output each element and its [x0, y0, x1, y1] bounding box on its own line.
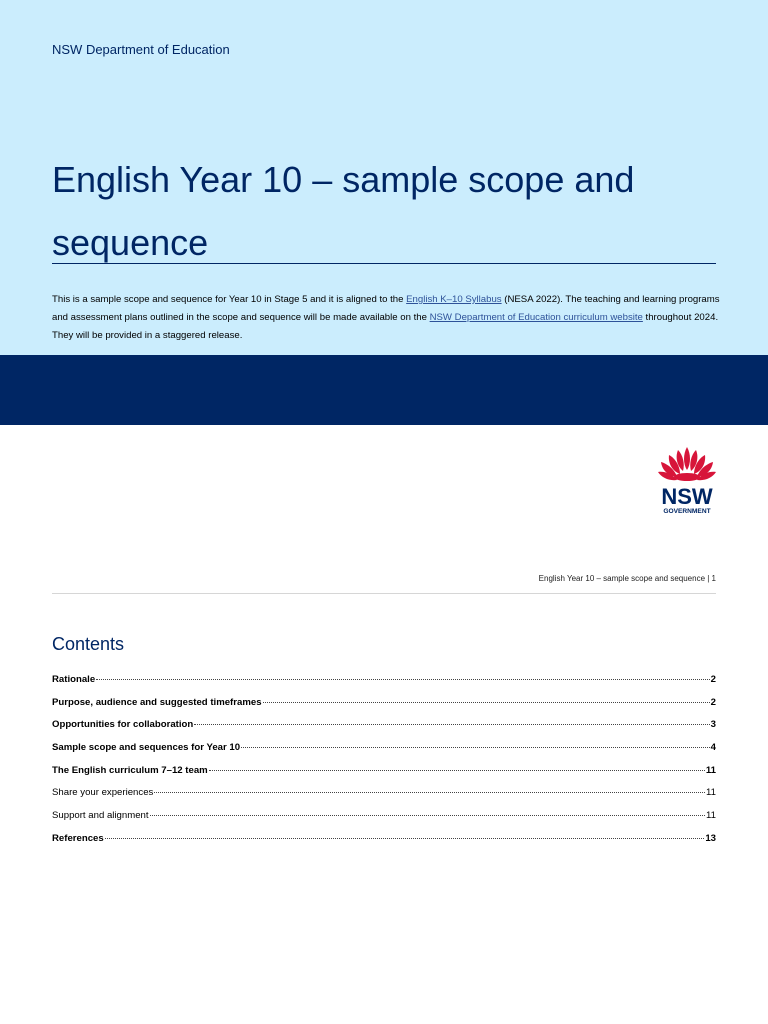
intro-text-1: This is a sample scope and sequence for Year 10 in Stage 5 and it is aligned to the [52, 294, 407, 305]
toc-page: 2 [710, 696, 716, 708]
toc-entry-references[interactable] [52, 833, 716, 856]
logo-subtext: GOVERNMENT [663, 508, 711, 515]
toc-leader [105, 838, 705, 839]
intro-text-2: (NESA 2022). The teaching and learning programs and assessment plans outlined in the scope and sequence will be made available on the [52, 294, 720, 323]
running-header: English Year 10 – sample scope and sequence | 1 [538, 574, 716, 583]
toc-entry-support-alignment[interactable] [52, 810, 716, 833]
toc-label: Support and alignment [52, 810, 149, 822]
intro-paragraph [52, 291, 722, 345]
toc-leader [150, 815, 705, 816]
waratah-icon [658, 447, 716, 481]
toc-leader [194, 724, 709, 725]
header-divider [52, 593, 716, 594]
contents-heading: Contents [52, 634, 125, 654]
toc-label: The English curriculum 7–12 team [52, 764, 208, 776]
toc-entry-purpose[interactable] [52, 697, 716, 720]
toc-page: 11 [706, 810, 716, 822]
toc-page: 3 [710, 719, 716, 731]
logo-wordmark: NSW [661, 484, 713, 509]
toc-label: Sample scope and sequences for Year 10 [52, 742, 241, 754]
toc-leader [96, 679, 709, 680]
toc-page: 2 [710, 674, 716, 685]
toc-leader [209, 770, 705, 771]
toc-entry-curriculum-team[interactable] [52, 765, 716, 788]
toc-label: Rationale [52, 674, 96, 685]
table-of-contents [52, 674, 716, 856]
toc-leader [241, 747, 710, 748]
toc-entry-share-experiences[interactable] [52, 787, 716, 810]
department-name: NSW Department of Education [52, 42, 230, 57]
toc-leader [154, 792, 705, 793]
toc-entry-rationale[interactable] [52, 674, 716, 697]
syllabus-link[interactable]: English K–10 Syllabus [406, 294, 502, 305]
toc-label: Purpose, audience and suggested timeframes [52, 696, 262, 708]
intro-text-3: throughout 2024. They will be provided in a staggered release. [52, 312, 719, 341]
toc-label: Opportunities for collaboration [52, 719, 194, 731]
toc-entry-scope-sequences[interactable] [52, 742, 716, 765]
toc-leader [263, 702, 710, 703]
toc-page: 4 [710, 742, 716, 754]
document-title: English Year 10 – sample scope and sequence [52, 159, 635, 263]
nsw-government-logo [652, 444, 722, 516]
navy-band [0, 355, 768, 425]
toc-page: 11 [706, 787, 716, 799]
toc-page: 13 [705, 832, 716, 844]
toc-label: Share your experiences [52, 787, 154, 799]
toc-page: 11 [705, 764, 716, 776]
toc-entry-collaboration[interactable] [52, 719, 716, 742]
cover-panel [0, 0, 768, 355]
curriculum-website-link[interactable]: NSW Department of Education curriculum website [429, 312, 643, 323]
toc-label: References [52, 832, 104, 844]
title-divider [52, 263, 716, 264]
